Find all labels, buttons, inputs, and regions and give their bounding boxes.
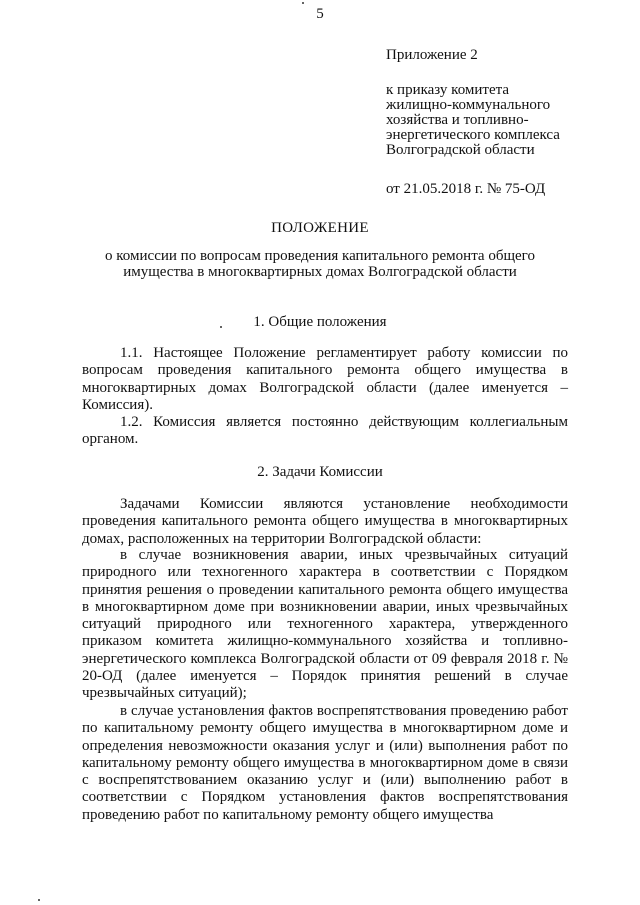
page-number: 5 [316,6,324,22]
paragraph-tasks-obstruction: в случае установления фактов воспрепятствования проведению работ по капитальному ремонту общего имущества в многоквартирном доме и определения невозможности оказания услуг и (или) выполнения работ по капитальному ремонту общего имущества в многоквартирном доме в связи с воспрепятствованием оказанию услуг и (или) выполнению работ в соответствии с Порядком установления фактов воспрепятствования проведению работ по капитальному ремонту общего имущества [82,703,568,823]
appendix-title: Приложение 2 [386,47,478,63]
appendix-order-line: Волгоградской области [386,142,535,158]
paragraph-1-1: 1.1. Настоящее Положение регламентирует работу комиссии по вопросам проведения капитального ремонта общего имущества в многоквартирных домах Волгоградской области (далее именуется – Комиссия). [82,345,568,413]
document-subtitle [80,248,560,280]
section-heading-tasks: 2. Задачи Комиссии [257,464,383,480]
section-heading-general: 1. Общие положения [253,314,387,330]
appendix-date: от 21.05.2018 г. № 75-ОД [386,181,546,197]
paragraph-tasks-intro: Задачами Комиссии являются установление необходимости проведения капитального ремонта общего имущества в многоквартирных домах, расположенных на территории Волгоградской области: [82,496,568,547]
appendix-order [386,83,616,158]
scan-speck [38,899,40,901]
appendix-order-line: энергетического комплекса [386,127,560,143]
scan-speck [220,326,222,328]
scan-speck [302,2,304,4]
paragraph-tasks-emergency: в случае возникновения аварии, иных чрезвычайных ситуаций природного или техногенного характера в соответствии с Порядком принятия решения о проведении капитального ремонта общего имущества в многоквартирном доме при возникновении аварии, иных чрезвычайных ситуаций природного или техногенного характера, утвержденного приказом комитета жилищно-коммунального хозяйства и топливно-энергетического комплекса Волгоградской области от 09 февраля 2018 г. № 20-ОД (далее именуется – Порядок принятия решений в случае чрезвычайных ситуаций); [82,547,568,702]
paragraph-1-2: 1.2. Комиссия является постоянно действующим коллегиальным органом. [82,414,568,448]
appendix-block [386,48,616,197]
document-subtitle-line: о комиссии по вопросам проведения капитального ремонта общего [105,248,535,264]
appendix-order-line: к приказу комитета [386,82,510,98]
appendix-order-line: хозяйства и топливно- [386,112,529,128]
document-subtitle-line: имущества в многоквартирных домах Волгоградской области [123,264,517,280]
appendix-order-line: жилищно-коммунального [386,97,551,113]
document-title: ПОЛОЖЕНИЕ [271,220,369,236]
